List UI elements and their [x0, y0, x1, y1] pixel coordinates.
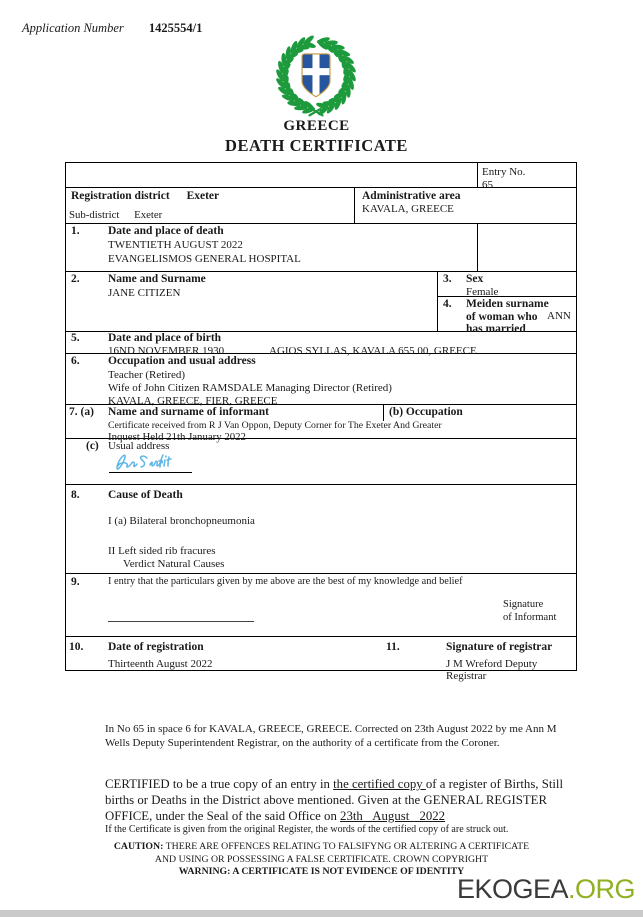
cause-of-death-line3: Verdict Natural Causes [123, 558, 225, 570]
section-2-number: 2. [71, 273, 80, 285]
informant-line2: Inquest Held 21th January 2022 [108, 430, 246, 443]
cause-of-death-line2: II Left sided rib fracures [108, 545, 216, 557]
admin-area-value: KAVALA, GREECE [362, 203, 454, 215]
occupation-label: Occupation and usual address [108, 355, 256, 367]
date-of-registration-value: Thirteenth August 2022 [108, 658, 213, 670]
caution-block [75, 841, 568, 879]
ekogea-brand-link[interactable] [457, 874, 635, 905]
informant-line1: Certificate received from R J Van Oppon, Deputy Corner for The Exeter And Greater [108, 420, 442, 431]
brand-tld: .ORG [567, 874, 635, 904]
registration-district [71, 190, 219, 202]
footer-bar [0, 910, 643, 917]
divider [354, 187, 355, 223]
document-title: DEATH CERTIFICATE [225, 136, 408, 155]
divider [66, 636, 576, 637]
caution-line1: CAUTION: THERE ARE OFFENCES RELATING TO FALSIFYNG OR ALTERING A CERTIFICATE [113, 841, 530, 852]
date-place-of-birth-label: Date and place of birth [108, 332, 222, 344]
application-number-value: 1425554/1 [148, 21, 203, 35]
place-of-death-value: EVANGELISMOS GENERAL HOSPITAL [108, 253, 301, 265]
signature-of-registrar-value: J M Wreford Deputy Registrar [446, 658, 538, 682]
cause-of-death-line1: I (a) Bilateral bronchopneumonia [108, 515, 255, 527]
section-10-number: 10. [69, 641, 84, 653]
usual-address-label: Usual address [108, 440, 170, 452]
divider [383, 404, 384, 421]
divider [437, 271, 438, 331]
occupation-line2: Wife of John Citizen RAMSDALE Managing Director (Retired) [108, 382, 392, 394]
certificate-form [65, 162, 577, 682]
divider [66, 271, 576, 272]
maiden-surname-label: Meiden surname of woman who has married [466, 298, 549, 335]
country-title: GREECE [283, 118, 350, 134]
sex-label: Sex [466, 273, 484, 285]
caution-line2: AND USING OR POSSESSING A FALSE CERTIFICATE. CROWN COPYRIGHT [154, 853, 489, 865]
section-8-number: 8. [71, 489, 80, 501]
sub-district-value: Exeter [134, 209, 163, 221]
name-surname-label: Name and Surname [108, 273, 206, 285]
signature-of-registrar-label: Signature of registrar [446, 641, 553, 653]
maiden-surname-value: ANN [547, 310, 571, 322]
divider [477, 223, 478, 271]
section-4-number: 4. [443, 298, 452, 310]
original-register-note: If the Certificate is given from the original Register, the words of the certified copy of are struck out. [105, 824, 509, 835]
sub-district-label: Sub-district [69, 209, 120, 221]
admin-area-label: Administrative area [362, 190, 461, 202]
informant-signature [113, 450, 187, 474]
section-7a-number: 7. (a) [69, 406, 94, 418]
entry-no-label: Entry No. [482, 166, 526, 178]
informant-name-label: Name and surname of informant [108, 406, 269, 418]
divider [477, 163, 478, 187]
name-surname-value: JANE CITIZEN [108, 287, 181, 299]
registration-district-label: Registration district [71, 190, 170, 202]
divider [66, 223, 576, 224]
correction-paragraph: In No 65 in space 6 for KAVALA, GREECE, GREECE. Corrected on 23th August 2022 by me Ann M Wells Deputy Superintendent Registrar, on the authority of a certificate from the Coroner. [105, 723, 557, 749]
registration-district-value: Exeter [186, 190, 220, 202]
section-5-number: 5. [71, 332, 80, 344]
signature-of-informant-label: Signature of Informant [503, 599, 557, 623]
certified-date-underlined: 23th August 2022 [340, 809, 446, 823]
address-signature-line [109, 472, 192, 473]
section-7c-number: (c) [86, 440, 99, 452]
section-1-number: 1. [71, 225, 80, 237]
application-number [22, 21, 202, 36]
date-of-birth-value: 16ND NOVEMBER 1930 [108, 345, 225, 357]
section-9-number: 9. [71, 576, 80, 588]
informant-signature-line [108, 621, 254, 622]
occupation-line3: KAVALA, GREECE, FIER, GREECE [108, 395, 278, 407]
declaration-statement: I entry that the particulars given by me above are the best of my knowledge and belief [108, 576, 463, 587]
divider [66, 484, 576, 485]
section-6-number: 6. [71, 355, 80, 367]
greek-emblem-icon [269, 27, 363, 120]
entry-no-value: 65 [482, 179, 493, 191]
informant-occupation-label: (b) Occupation [389, 406, 463, 418]
brand-name: EKOGEA [456, 874, 568, 904]
sex-value: Female [466, 286, 499, 298]
certified-copy-underlined: the certified copy [333, 777, 426, 791]
section-3-number: 3. [443, 273, 452, 285]
sub-district [69, 209, 162, 221]
date-of-registration-label: Date of registration [108, 641, 204, 653]
occupation-line1: Teacher (Retired) [108, 369, 186, 381]
entry-no [482, 166, 525, 192]
divider [66, 573, 576, 574]
cause-of-death-label: Cause of Death [108, 489, 183, 501]
warning-line: WARNING: A CERTIFICATE IS NOT EVIDENCE OF IDENTITY [178, 866, 465, 877]
application-number-label: Application Number [22, 21, 124, 35]
section-11-number: 11. [386, 641, 400, 653]
place-of-birth-value: AGIOS SYLLAS, KAVALA 655 00, GREECE [269, 345, 477, 357]
date-place-of-death-label: Date and place of death [108, 225, 224, 237]
divider [437, 296, 576, 297]
date-of-death-value: TWENTIETH AUGUST 2022 [108, 239, 243, 251]
certified-paragraph: CERTIFIED to be a true copy of an entry in the certified copy of a register of Births, Still births or Deaths in the District above mentioned. Given at the GENERAL REGISTER OFFICE, under the Seal of the said Office on 23th August 2022 [105, 777, 564, 823]
